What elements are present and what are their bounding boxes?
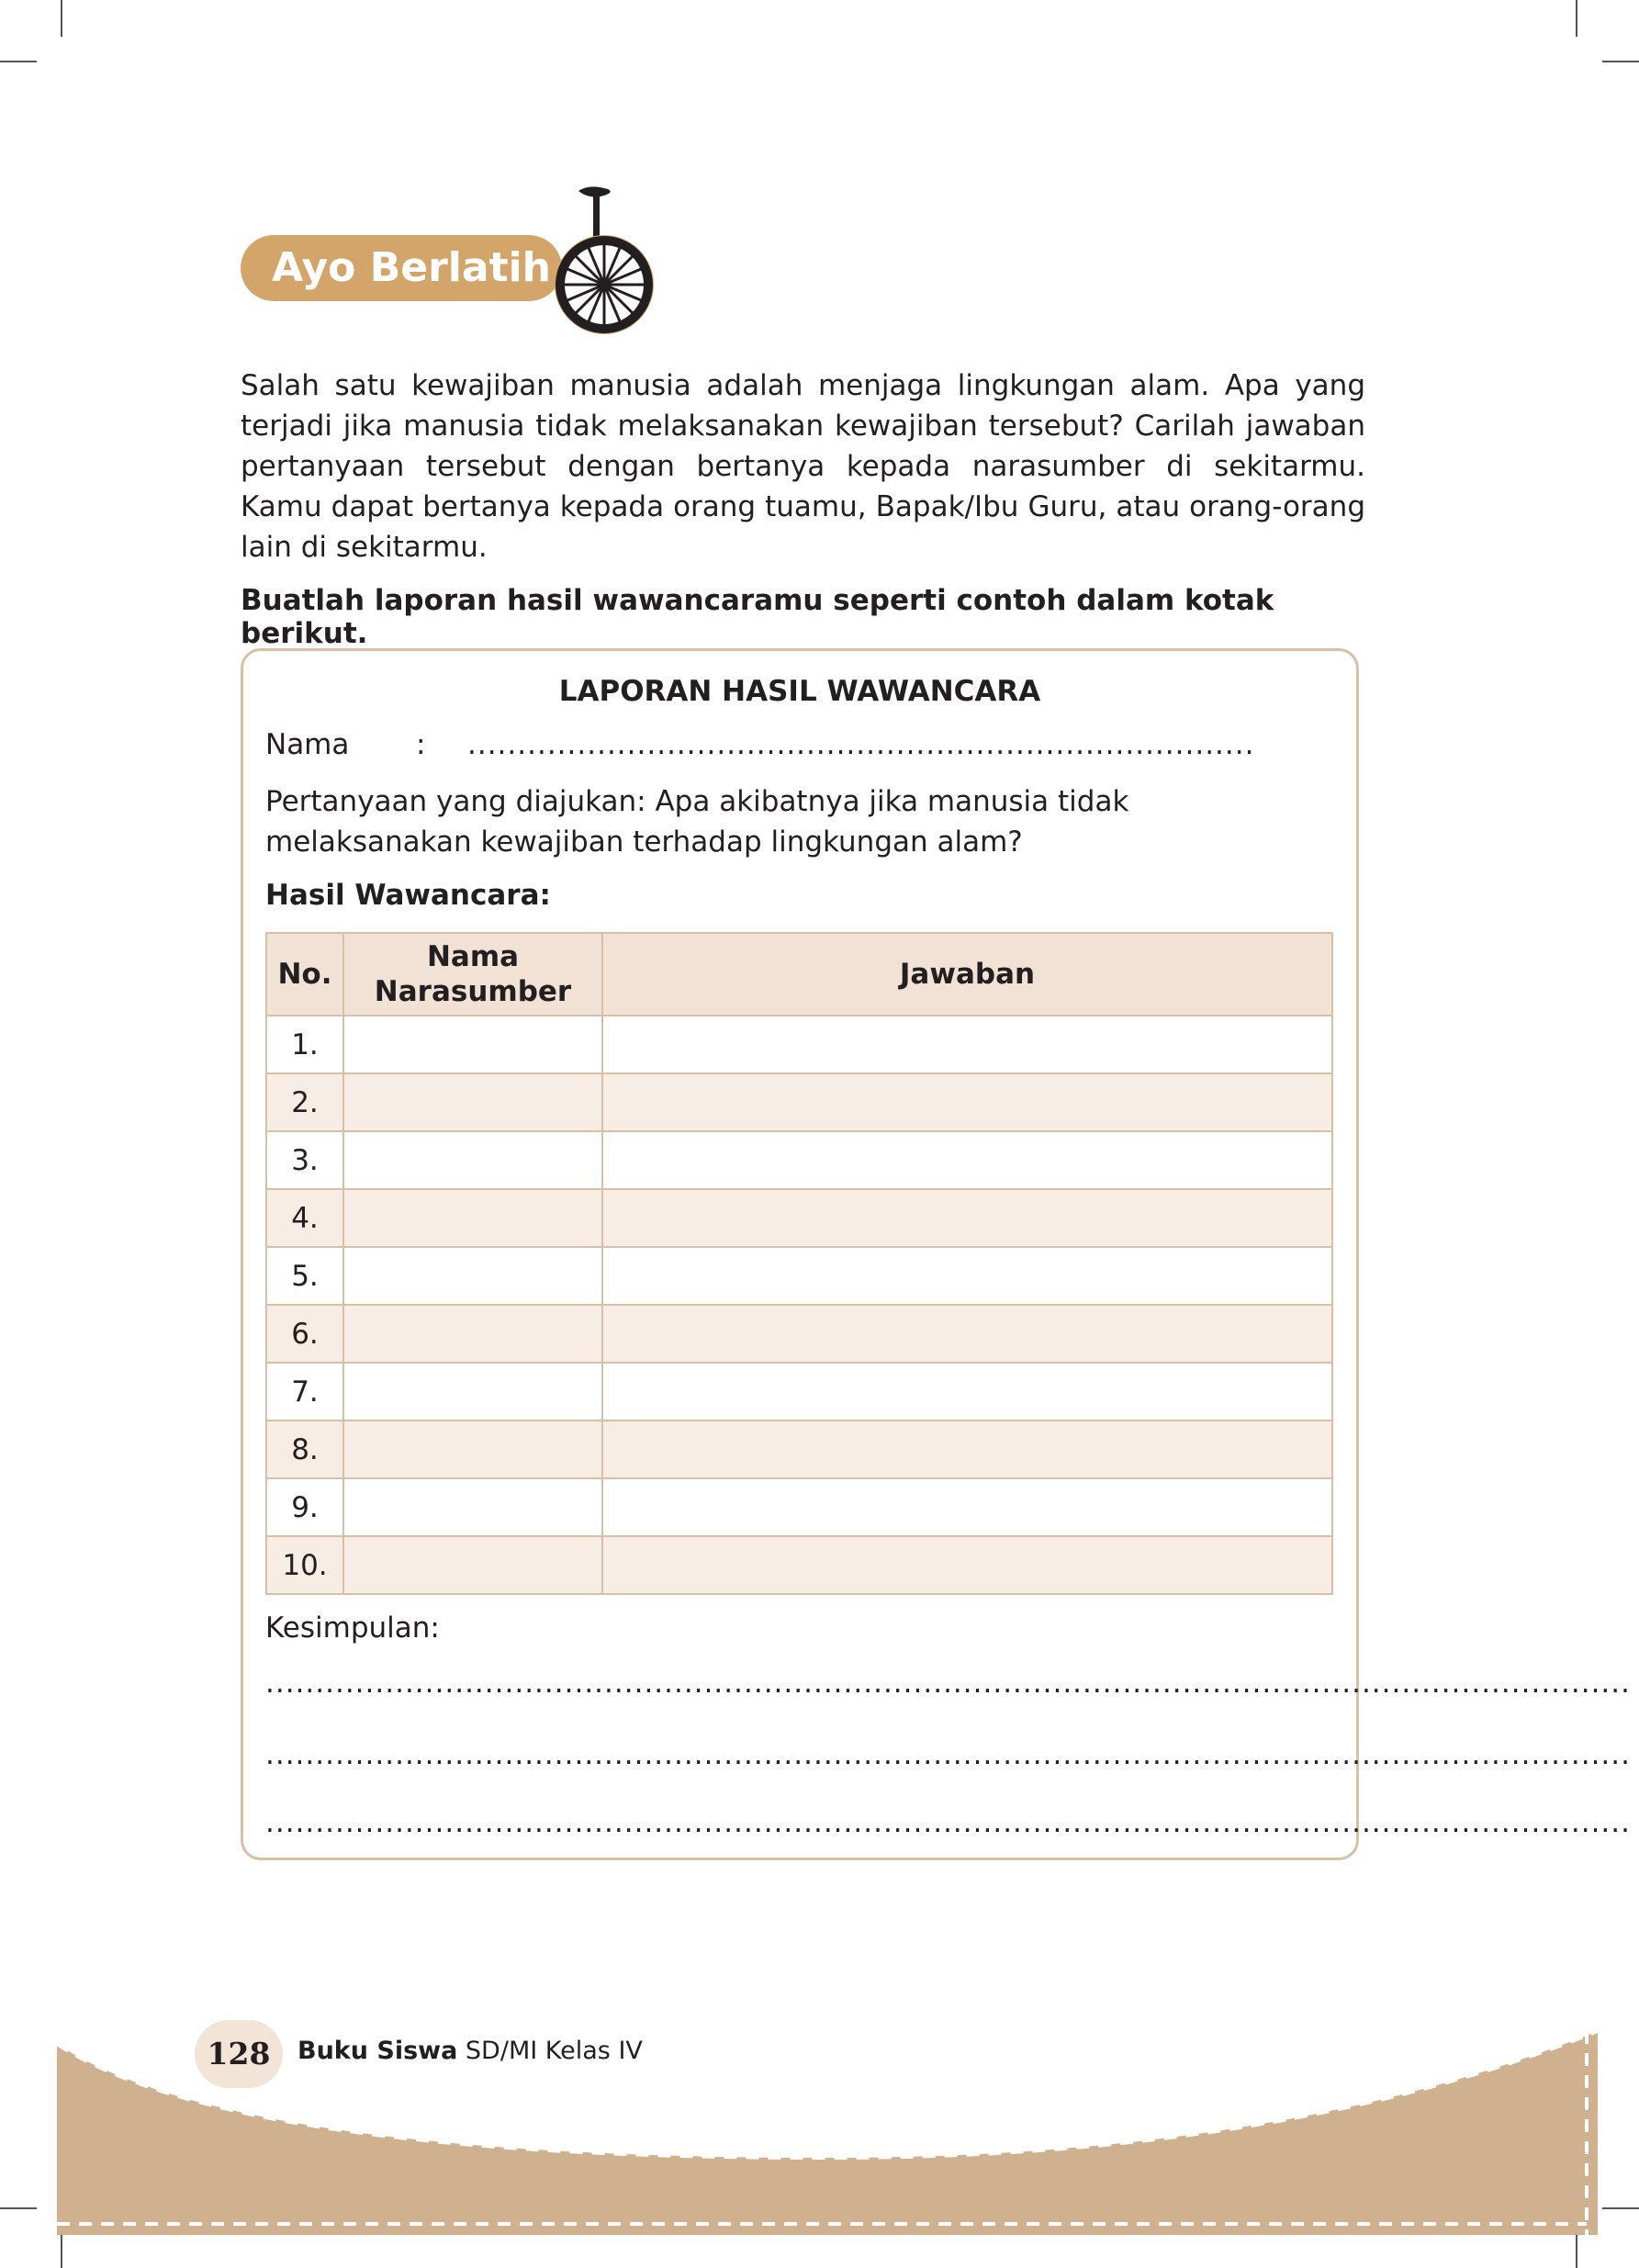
answer-cell[interactable] bbox=[602, 1247, 1332, 1305]
table-row bbox=[266, 1420, 1332, 1478]
table-row bbox=[266, 1363, 1332, 1420]
table-row bbox=[266, 1189, 1332, 1247]
name-label: Nama bbox=[265, 728, 350, 761]
header-name: Nama Narasumber bbox=[343, 933, 602, 1016]
name-cell[interactable] bbox=[343, 1016, 602, 1073]
question-text: Pertanyaan yang diajukan: Apa akibatnya jika manusia tidak melaksanakan kewajiban terhadap lingkungan alam? bbox=[265, 785, 1129, 859]
table-row bbox=[266, 1016, 1332, 1073]
name-cell[interactable] bbox=[343, 1478, 602, 1536]
row-number: 10. bbox=[266, 1536, 343, 1594]
answer-cell[interactable] bbox=[602, 1016, 1332, 1073]
name-cell[interactable] bbox=[343, 1305, 602, 1363]
result-label: Hasil Wawancara: bbox=[265, 879, 551, 912]
name-cell[interactable] bbox=[343, 1189, 602, 1247]
table-row bbox=[266, 1131, 1332, 1189]
conclusion-fill-line[interactable]: ......................................................................................................................................... bbox=[265, 1806, 1631, 1839]
report-title: LAPORAN HASIL WAWANCARA bbox=[558, 675, 1041, 708]
header-answer: Jawaban bbox=[602, 933, 1332, 1016]
answer-cell[interactable] bbox=[602, 1305, 1332, 1363]
answer-cell[interactable] bbox=[602, 1420, 1332, 1478]
book-title-bold: Buku Siswa bbox=[297, 2037, 458, 2065]
table-row bbox=[266, 1247, 1332, 1305]
row-number: 1. bbox=[266, 1016, 343, 1073]
answer-cell[interactable] bbox=[602, 1363, 1332, 1420]
table-row bbox=[266, 1536, 1332, 1594]
row-number: 8. bbox=[266, 1420, 343, 1478]
row-number: 9. bbox=[266, 1478, 343, 1536]
crop-mark bbox=[1602, 61, 1639, 62]
instruction-text: Buatlah laporan hasil wawancaramu seperti contoh dalam kotak berikut. bbox=[241, 584, 1274, 650]
conclusion-label: Kesimpulan: bbox=[265, 1611, 440, 1645]
unicycle-icon bbox=[544, 182, 665, 340]
book-title bbox=[297, 2037, 643, 2065]
row-number: 4. bbox=[266, 1189, 343, 1247]
crop-mark bbox=[1576, 0, 1577, 37]
header-no: No. bbox=[266, 933, 343, 1016]
name-cell[interactable] bbox=[343, 1363, 602, 1420]
section-heading: Ayo Berlatih bbox=[241, 235, 562, 301]
answer-cell[interactable] bbox=[602, 1478, 1332, 1536]
conclusion-fill-line[interactable]: ......................................................................................................................................... bbox=[265, 1667, 1631, 1700]
answer-cell[interactable] bbox=[602, 1131, 1332, 1189]
name-cell[interactable] bbox=[343, 1073, 602, 1131]
row-number: 3. bbox=[266, 1131, 343, 1189]
crop-mark bbox=[61, 0, 62, 37]
name-colon: : bbox=[416, 728, 426, 761]
answer-cell[interactable] bbox=[602, 1073, 1332, 1131]
name-cell[interactable] bbox=[343, 1420, 602, 1478]
book-title-rest: SD/MI Kelas IV bbox=[465, 2037, 643, 2065]
table-row bbox=[266, 1305, 1332, 1363]
row-number: 6. bbox=[266, 1305, 343, 1363]
row-number: 5. bbox=[266, 1247, 343, 1305]
answer-cell[interactable] bbox=[602, 1189, 1332, 1247]
report-box bbox=[241, 648, 1631, 1860]
intro-paragraph: Salah satu kewajiban manusia adalah menjaga lingkungan alam. Apa yang terjadi jika manusia tidak melaksanakan kewajiban tersebut? Carilah jawaban pertanyaan tersebut dengan bertanya kepada narasumber di sekitarmu. Kamu dapat bertanya kepada orang tuamu, Bapak/Ibu Guru, atau orang-orang lain di sekitarmu. bbox=[241, 369, 1365, 564]
row-number: 7. bbox=[266, 1363, 343, 1420]
name-cell[interactable] bbox=[343, 1131, 602, 1189]
table-row bbox=[266, 1478, 1332, 1536]
answer-cell[interactable] bbox=[602, 1536, 1332, 1594]
page-number: 128 bbox=[195, 2020, 283, 2088]
conclusion-fill-line[interactable]: ......................................................................................................................................... bbox=[265, 1738, 1631, 1771]
name-fill-line[interactable]: ............................................................................... bbox=[467, 728, 1255, 761]
crop-mark bbox=[0, 61, 37, 62]
name-cell[interactable] bbox=[343, 1536, 602, 1594]
table-row bbox=[266, 1073, 1332, 1131]
table-header-row bbox=[266, 933, 1332, 1016]
results-table bbox=[265, 932, 1333, 1595]
name-cell[interactable] bbox=[343, 1247, 602, 1305]
row-number: 2. bbox=[266, 1073, 343, 1131]
